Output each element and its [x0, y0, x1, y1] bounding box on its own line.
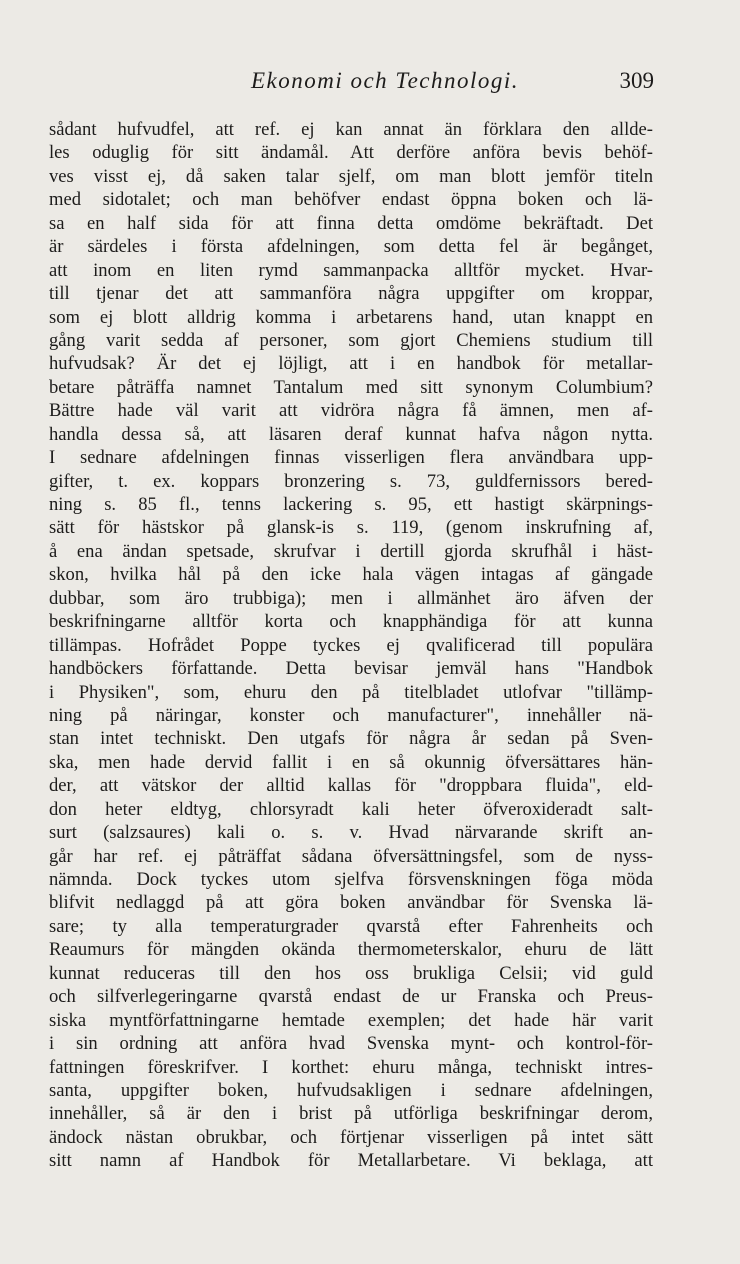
text-line: att inom en liten rymd sammanpacka alltför mycket. Hvar-: [49, 259, 653, 281]
text-line: hufvudsak? Är det ej löjligt, att i en handbok för metallar-: [49, 353, 653, 375]
text-line: ning s. 85 fl., tenns lackering s. 95, ett hastigt skärpnings-: [49, 494, 653, 515]
body-text: [49, 118, 653, 1173]
text-line: handla dessa så, att läsaren deraf kunnat hafva någon nytta.: [49, 423, 653, 445]
text-line: ning på näringar, konster och manufacturer", innehåller nä-: [49, 704, 653, 726]
text-line: i sin ordning att anföra hvad Svenska mynt- och kontrol-för-: [49, 1033, 653, 1055]
text-line: sådant hufvudfel, att ref. ej kan annat än förklara den allde-: [49, 119, 653, 140]
text-line: går har ref. ej påträffat sådana öfversättningsfel, som de nyss-: [49, 845, 653, 867]
text-line: ves visst ej, då saken talar sjelf, om man blott jemför titeln: [49, 165, 653, 187]
page-header: [0, 68, 740, 102]
text-line: fattningen föreskrifver. I korthet: ehuru många, techniskt intres-: [49, 1056, 653, 1078]
text-line: gifter, t. ex. koppars bronzering s. 73, guldfernissors bered-: [49, 470, 653, 492]
text-line: sa en half sida för att finna detta omdöme bekräftadt. Det: [49, 212, 653, 234]
page-number: 309: [619, 68, 654, 93]
text-line: ändock nästan obrukbar, och förtjenar visserligen på intet sätt: [49, 1126, 653, 1148]
text-line: till tjenar det att sammanföra några uppgifter om kroppar,: [49, 283, 653, 305]
text-line: sare; ty alla temperaturgrader qvarstå efter Fahrenheits och: [49, 915, 653, 937]
text-line: gång varit sedda af personer, som gjort Chemiens studium till: [49, 329, 653, 351]
text-line: tillämpas. Hofrådet Poppe tyckes ej qvalificerad till populära: [49, 634, 653, 656]
text-line: nämnda. Dock tyckes utom sjelfva försvenskningen föga möda: [49, 869, 653, 890]
text-line: santa, uppgifter boken, hufvudsakligen i sednare afdelningen,: [49, 1079, 653, 1101]
text-line: surt (salzsaures) kali o. s. v. Hvad närvarande skrift an-: [49, 822, 653, 844]
text-line: sätt för hästskor på glansk-is s. 119, (genom inskrufning af,: [49, 517, 653, 539]
text-line: med sidotalet; och man behöfver endast öppna boken och lä-: [49, 189, 653, 211]
text-line: handböckers författande. Detta bevisar jemväl hans "Handbok: [49, 658, 653, 680]
text-line: blifvit nedlaggd på att göra boken användbar för Svenska lä-: [49, 892, 653, 914]
text-line: don heter eldtyg, chlorsyradt kali heter öfveroxideradt salt-: [49, 798, 653, 820]
text-line: dubbar, som äro trubbiga); men i allmänhet äro äfven der: [49, 587, 653, 609]
running-head: Ekonomi och Technologi.: [250, 68, 520, 93]
text-line: les oduglig för sitt ändamål. Att derföre anföra bevis behöf-: [49, 142, 653, 164]
text-line: innehåller, så är den i brist på utförliga beskrifningar derom,: [49, 1103, 653, 1125]
text-line: stan intet techniskt. Den utgafs för några år sedan på Sven-: [49, 728, 653, 750]
text-line: och silfverlegeringarne qvarstå endast de ur Franska och Preus-: [49, 986, 653, 1008]
text-line: beskrifningarne alltför korta och knapphändiga för att kunna: [49, 611, 653, 633]
text-line: i Physiken", som, ehuru den på titelbladet utlofvar "tillämp-: [49, 681, 653, 703]
text-line: är särdeles i första afdelningen, som detta fel är begånget,: [49, 236, 653, 258]
text-line: som ej blott alldrig komma i arbetarens hand, utan knappt en: [49, 306, 653, 328]
text-line: ska, men hade dervid fallit i en så okunnig öfversättares hän-: [49, 751, 653, 773]
text-line: I sednare afdelningen finnas visserligen flera användbara upp-: [49, 447, 653, 469]
text-line: der, att vätskor der alltid kallas för "droppbara fluida", eld-: [49, 775, 653, 797]
text-line: å ena ändan spetsade, skrufvar i dertill gjorda skrufhål i häst-: [49, 540, 653, 562]
text-line: Reaumurs för mängden okända thermometerskalor, ehuru de lätt: [49, 939, 653, 961]
text-line: skon, hvilka hål på den icke hala vägen intagas af gängade: [49, 564, 653, 586]
text-line: sitt namn af Handbok för Metallarbetare. Vi beklaga, att: [49, 1150, 653, 1172]
text-line: betare påträffa namnet Tantalum med sitt synonym Columbium?: [49, 376, 653, 398]
text-line: Bättre hade väl varit att vidröra några få ämnen, men af-: [49, 400, 653, 422]
text-line: kunnat reduceras till den hos oss brukliga Celsii; vid guld: [49, 962, 653, 984]
text-line: siska myntförfattningarne hemtade exemplen; det hade här varit: [49, 1009, 653, 1031]
